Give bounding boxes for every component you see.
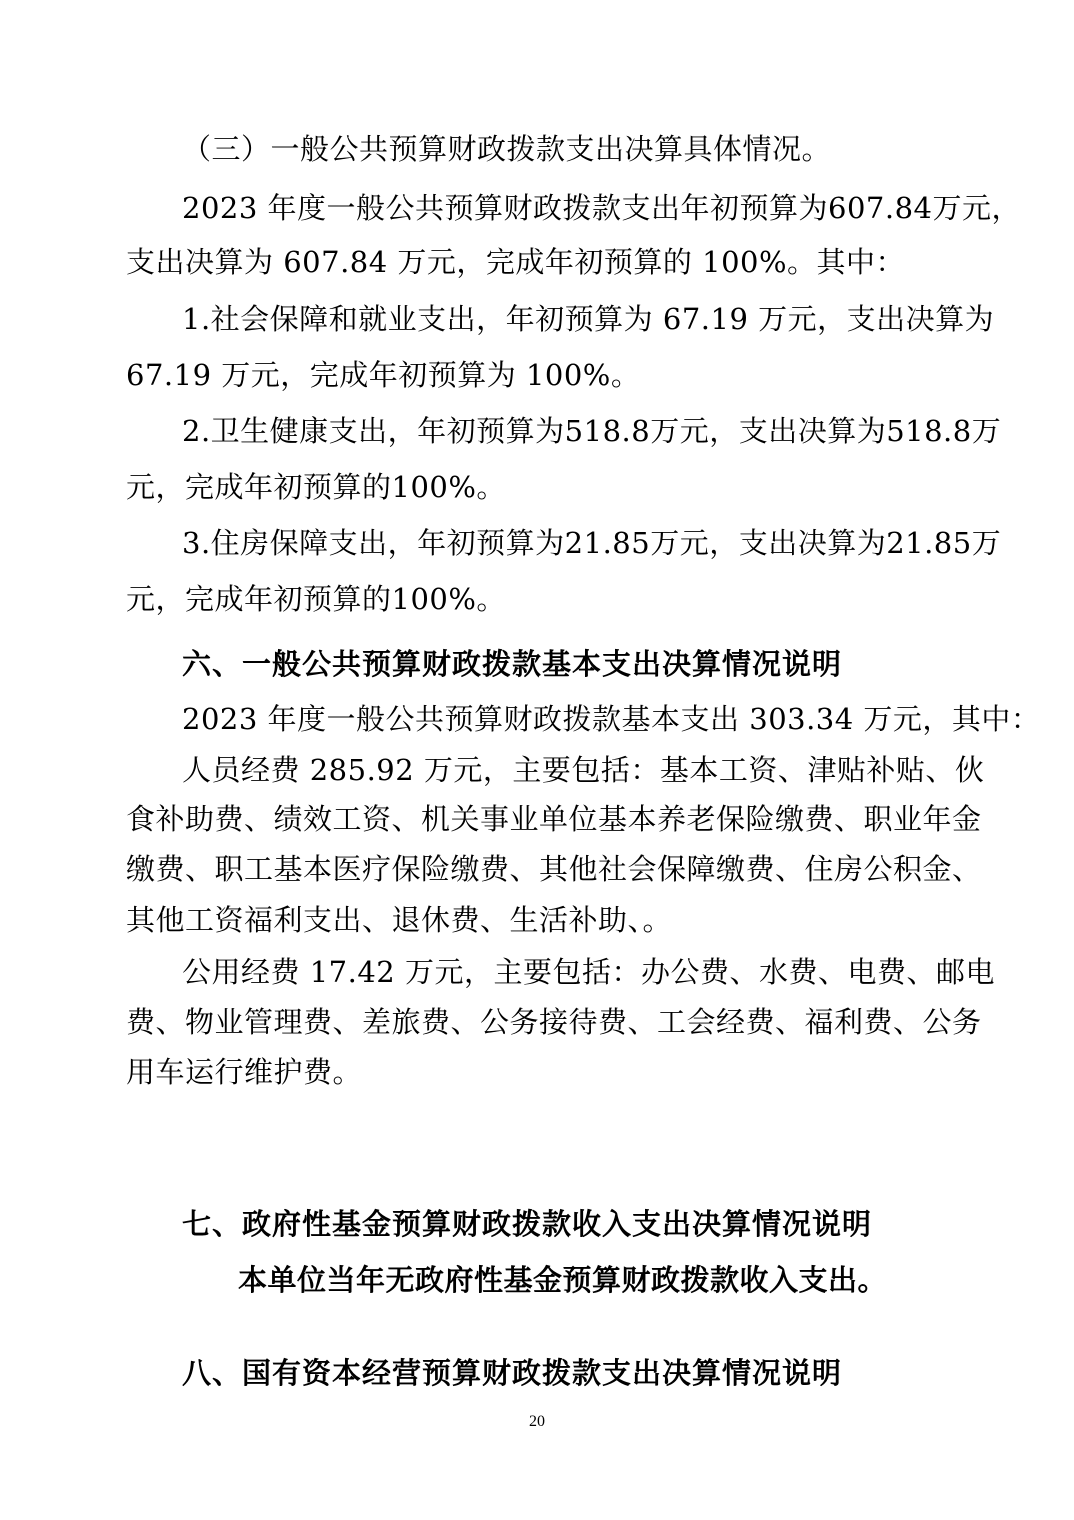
section-6-paragraph-1: 2023 年度一般公共预算财政拨款基本支出 303.34 万元，其中： — [182, 702, 1041, 736]
section-3-item-3-line-1: 3.住房保障支出，年初预算为21.85万元，支出决算为21.85万 — [182, 526, 1002, 560]
section-3-title: （三）一般公共预算财政拨款支出决算具体情况。 — [182, 132, 832, 166]
page-number: 20 — [529, 1413, 545, 1430]
section-6-paragraph-2-line-2: 食补助费、绩效工资、机关事业单位基本养老保险缴费、职业年金 — [126, 802, 982, 836]
section-6-heading: 六、一般公共预算财政拨款基本支出决算情况说明 — [182, 647, 843, 681]
section-8-heading: 八、国有资本经营预算财政拨款支出决算情况说明 — [182, 1356, 843, 1390]
section-3-item-2-line-1: 2.卫生健康支出，年初预算为518.8万元，支出决算为518.8万 — [182, 414, 1002, 448]
section-6-paragraph-3-line-2: 费、物业管理费、差旅费、公务接待费、工会经费、福利费、公务 — [126, 1005, 982, 1039]
section-6-paragraph-2-line-3: 缴费、职工基本医疗保险缴费、其他社会保障缴费、住房公积金、 — [126, 852, 982, 886]
section-7-paragraph-1: 本单位当年无政府性基金预算财政拨款收入支出。 — [238, 1263, 888, 1297]
section-3-item-1-line-1: 1.社会保障和就业支出，年初预算为 67.19 万元，支出决算为 — [182, 302, 995, 336]
section-3-paragraph-1-line-2: 支出决算为 607.84 万元，完成年初预算的 100%。其中： — [126, 245, 906, 279]
section-6-paragraph-2-line-1: 人员经费 285.92 万元，主要包括：基本工资、津贴补贴、伙 — [182, 753, 985, 787]
section-3-paragraph-1-line-1: 2023 年度一般公共预算财政拨款支出年初预算为607.84万元， — [182, 191, 1021, 225]
section-7-heading: 七、政府性基金预算财政拨款收入支出决算情况说明 — [182, 1207, 873, 1241]
section-3-item-1-line-2: 67.19 万元，完成年初预算为 100%。 — [126, 358, 641, 392]
section-6-paragraph-2-line-4: 其他工资福利支出、退休费、生活补助、。 — [126, 903, 673, 937]
section-6-paragraph-3-line-3: 用车运行维护费。 — [126, 1055, 363, 1089]
section-3-item-3-line-2: 元，完成年初预算的100%。 — [126, 582, 506, 616]
section-6-paragraph-3-line-1: 公用经费 17.42 万元，主要包括：办公费、水费、电费、邮电 — [182, 955, 995, 989]
section-3-item-2-line-2: 元，完成年初预算的100%。 — [126, 470, 506, 504]
